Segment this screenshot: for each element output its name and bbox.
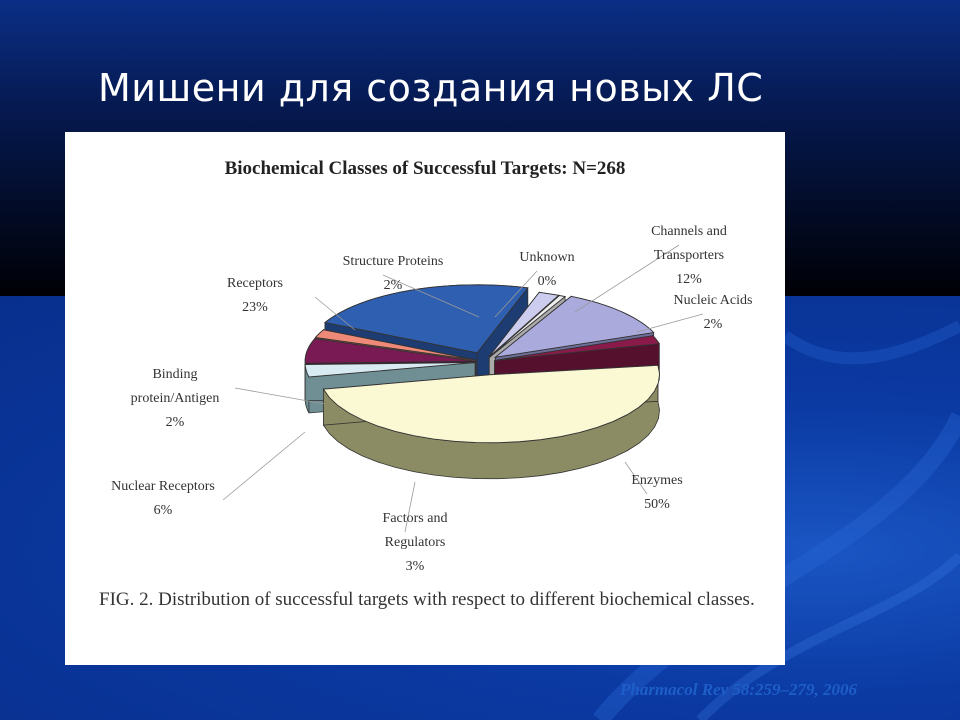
slice-percent-7: 12% [676,272,702,287]
slice-percent-5: 2% [383,278,403,293]
chart-title: Biochemical Classes of Successful Targets: N=268 [224,158,626,179]
slice-percent-3: 2% [165,415,185,430]
slice-label-4-0: Receptors [227,276,283,291]
slice-percent-0: 50% [644,497,670,512]
slice-percent-1: 3% [405,559,425,574]
slice-label-8-0: Nucleic Acids [673,293,753,308]
slice-percent-6: 0% [537,274,557,289]
slice-label-3-0: Binding [152,367,198,382]
slice-label-3-1: protein/Antigen [130,391,220,406]
slice-percent-4: 23% [242,300,268,315]
slice-label-1-1: Regulators [384,535,446,550]
slice-label-1-0: Factors and [382,511,448,526]
slice-label-6-0: Unknown [519,250,575,265]
citation: Pharmacol Rev 58:259–279, 2006 [620,680,858,699]
slice-percent-8: 2% [703,317,723,332]
pie-chart [65,132,785,592]
leader-line-2 [223,432,305,500]
slide-title: Мишени для создания новых ЛС [98,66,764,110]
slice-label-7-0: Channels and [651,224,727,239]
slice-percent-2: 6% [153,503,173,518]
slice-label-2-0: Nuclear Receptors [111,479,215,494]
figure-panel [65,132,785,665]
slice-label-7-1: Transporters [653,248,725,263]
slice-label-5-0: Structure Proteins [342,254,444,269]
leader-line-8 [637,314,703,332]
slice-label-0-0: Enzymes [631,473,683,488]
figure-caption: FIG. 2. Distribution of successful targets with respect to different biochemical classes. [99,589,755,610]
